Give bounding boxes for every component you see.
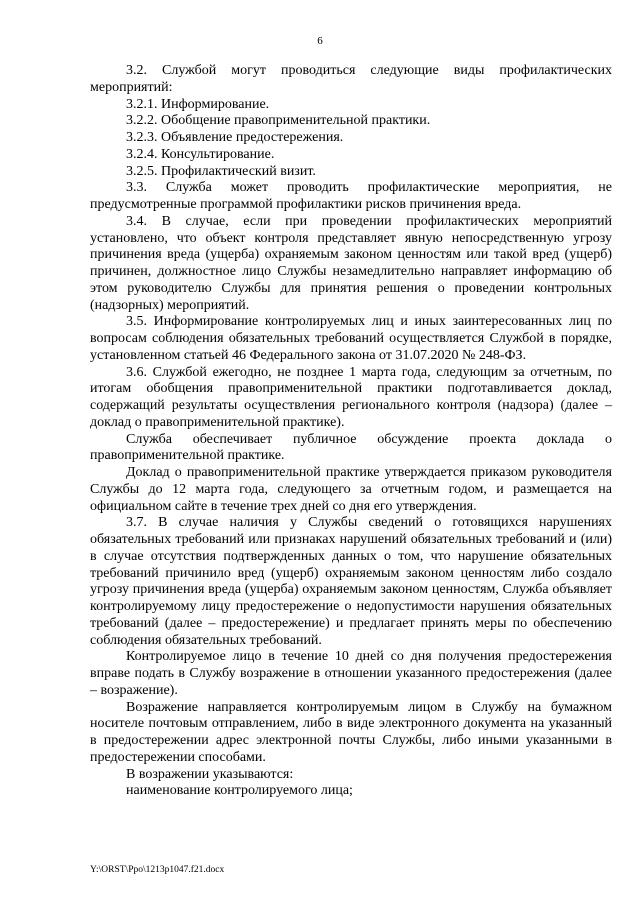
- paragraph-3-2: 3.2. Службой могут проводиться следующие виды профилактических мероприятий:: [90, 63, 612, 95]
- page-number: 6: [317, 35, 323, 47]
- paragraph-objection-right: Контролируемое лицо в течение 10 дней со дня получения предостережения вправе подать в Службу возражение в отношении указанного предостережения (далее – возражение).: [90, 649, 612, 698]
- paragraph-3-2-1: 3.2.1. Информирование.: [126, 96, 270, 112]
- paragraph-public-discussion: Служба обеспечивает публичное обсуждение проекта доклада о правоприменительной практике.: [90, 431, 612, 464]
- paragraph-controlled-person-name: наименование контролируемого лица;: [126, 783, 353, 799]
- paragraph-3-2-3: 3.2.3. Объявление предостережения.: [126, 130, 344, 145]
- paragraph-3-3: 3.3. Служба может проводить профилактические мероприятия, не предусмотренные программой профилактики рисков причинения вреда.: [90, 180, 612, 212]
- paragraph-objection-sending: Возражение направляется контролируемым лицом в Службу на бумажном носителе почтовым отправлением, либо в виде электронного документа на указанный в предостережении адрес электронной почты Службы, либо иными указанными в предостережении способами.: [90, 699, 612, 765]
- paragraph-3-2-4: 3.2.4. Консультирование.: [126, 146, 275, 162]
- paragraph-3-2-5: 3.2.5. Профилактический визит.: [126, 163, 316, 179]
- paragraph-3-2-2: 3.2.2. Обобщение правоприменительной практики.: [126, 113, 431, 129]
- paragraph-objection-contents: В возражении указываются:: [126, 766, 294, 782]
- paragraph-3-5: 3.5. Информирование контролируемых лиц и иных заинтересованных лиц по вопросам соблюдения обязательных требований осуществляется Службой в порядке, установленном статьей 46 Федерального закона от 31.07.2020 № 248-ФЗ.: [90, 314, 612, 363]
- paragraph-3-6: 3.6. Службой ежегодно, не позднее 1 марта года, следующим за отчетным, по итогам обобщения правоприменительной практики подготавливается доклад, содержащий результаты осуществления регионального контроля (надзора) (далее – доклад о правоприменительной практике).: [90, 364, 612, 430]
- paragraph-3-4: 3.4. В случае, если при проведении профилактических мероприятий установлено, что объект контроля представляет явную непосредственную угрозу причинения вреда (ущерба) охраняемым законом ценностям или такой вред (ущерб) причинен, должностное лицо Службы незамедлительно направляет информацию об этом руководителю Службы для принятия решения о проведении контрольных (надзорных) мероприятий.: [90, 213, 612, 313]
- document-body: [90, 63, 612, 800]
- paragraph-report-approval: Доклад о правоприменительной практике утверждается приказом руководителя Службы до 12 марта года, следующего за отчетным годом, и размещается на официальном сайте в течение трех дней со дня его утверждения.: [90, 465, 612, 514]
- footer-file-path: Y:\ORST\Ppo\1213p1047.f21.docx: [90, 865, 225, 875]
- paragraph-3-7: 3.7. В случае наличия у Службы сведений о готовящихся нарушениях обязательных требований или признаках нарушений обязательных требований и (или) в случае отсутствия подтвержденных данных о том, что нарушение обязательных требований причинило вред (ущерб) охраняемым законом ценностям либо создало угрозу причинения вреда (ущерба) охраняемым законом ценностям, Служба объявляет контролируемому лицу предостережение о недопустимости нарушения обязательных требований (далее – предостережение) и предлагает принять меры по обеспечению соблюдения обязательных требований.: [90, 515, 612, 648]
